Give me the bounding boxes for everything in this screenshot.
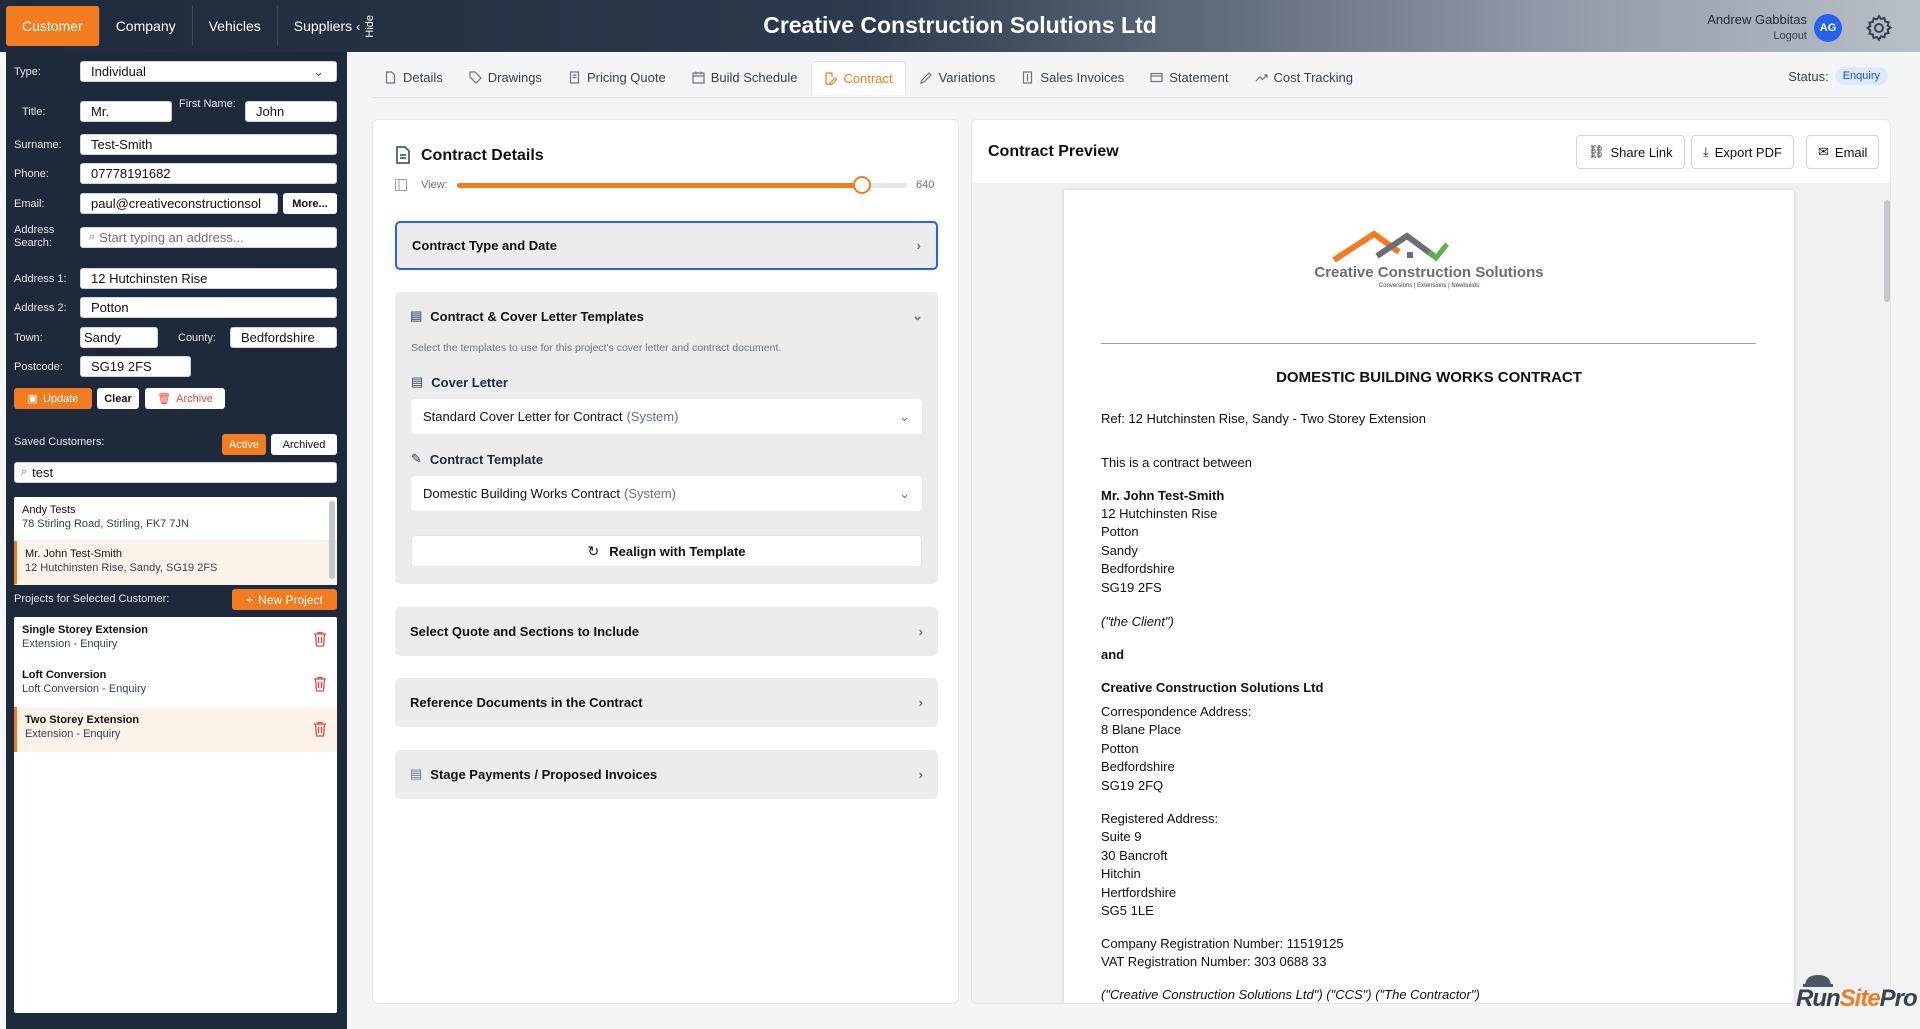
status-label: Status: — [1788, 68, 1829, 84]
hide-label: Hide — [364, 14, 377, 38]
nav-tab-vehicles[interactable]: Vehicles — [193, 6, 278, 46]
projects-list — [14, 617, 337, 1013]
project-name: Two Storey Extension — [25, 714, 140, 726]
tab-build-schedule[interactable] — [680, 61, 810, 95]
archive-button[interactable] — [145, 388, 225, 409]
address1-field[interactable]: 12 Hutchinsten Rise — [80, 268, 337, 289]
project-status: Extension - Enquiry — [25, 728, 121, 740]
new-project-label: New Project — [258, 592, 323, 607]
client-name: Mr. John Test-Smith — [1101, 488, 1225, 503]
project-name: Loft Conversion — [22, 669, 107, 681]
view-slider[interactable] — [457, 183, 907, 188]
tab-details[interactable] — [372, 61, 455, 95]
tab-variations[interactable] — [908, 61, 1008, 95]
edit-document-icon — [824, 72, 837, 85]
realign-button[interactable] — [411, 535, 922, 567]
saved-customers-list — [14, 497, 337, 585]
accordion-templates-header[interactable] — [395, 292, 938, 340]
first-name-label: First Name: — [179, 98, 236, 110]
trash-icon[interactable] — [313, 676, 327, 692]
nav-tab-customer[interactable]: Customer — [6, 6, 100, 46]
clear-button[interactable]: Clear — [97, 388, 139, 409]
scroll-icon: ▤ — [410, 308, 423, 323]
view-slider-fill — [457, 183, 862, 188]
client-address-line: Potton — [1101, 524, 1139, 539]
email-label: Email: — [14, 198, 45, 210]
address-search-input[interactable] — [80, 227, 337, 248]
hide-sidebar-toggle[interactable] — [356, 6, 388, 46]
correspondence-line: Bedfordshire — [1101, 759, 1175, 774]
saved-customers-label: Saved Customers: — [14, 436, 105, 448]
postcode-label: Postcode: — [14, 361, 63, 373]
share-link-label: Share Link — [1610, 144, 1673, 160]
chevron-right-icon: › — [918, 766, 923, 782]
system-tag: (System) — [624, 486, 676, 501]
logout-link[interactable]: Logout — [1773, 30, 1807, 42]
user-block — [1707, 12, 1807, 42]
share-link-button[interactable] — [1576, 135, 1685, 169]
view-label: View: — [421, 179, 448, 191]
brand-run: Run — [1796, 985, 1840, 1012]
download-icon: ⤓ — [1703, 144, 1709, 159]
tab-label: Cost Tracking — [1273, 70, 1353, 85]
customer-name: Mr. John Test-Smith — [25, 548, 122, 560]
client-tag: ("the Client") — [1101, 614, 1174, 629]
client-address-line: 12 Hutchinsten Rise — [1101, 506, 1218, 521]
contract-template-heading — [411, 451, 543, 467]
contract-preview-title: Contract Preview — [988, 143, 1119, 160]
company-registration: Company Registration Number: 11519125 — [1101, 936, 1344, 951]
and-text: and — [1101, 647, 1125, 662]
customer-search-input[interactable] — [14, 462, 337, 483]
list-item[interactable] — [14, 617, 337, 662]
customer-address: 12 Hutchinsten Rise, Sandy, SG19 2FS — [25, 562, 218, 574]
chevron-left-icon: ‹ — [356, 18, 361, 34]
address2-label: Address 2: — [14, 302, 67, 314]
surname-field[interactable]: Test-Smith — [80, 134, 337, 155]
project-tabs — [372, 58, 1888, 98]
invoice-icon: ▤ — [410, 766, 423, 781]
projects-label: Projects for Selected Customer: — [14, 593, 170, 605]
accordion-templates — [395, 292, 938, 584]
project-status — [1788, 67, 1888, 85]
county-label: County: — [178, 332, 216, 344]
realign-label: Realign with Template — [609, 543, 746, 559]
accordion-quote-sections[interactable] — [395, 607, 938, 656]
tab-contract[interactable] — [811, 61, 905, 95]
status-badge: Enquiry — [1835, 67, 1888, 85]
list-item[interactable] — [14, 662, 337, 707]
project-status: Extension - Enquiry — [22, 638, 118, 650]
surname-label: Surname: — [14, 139, 62, 151]
county-field[interactable]: Bedfordshire — [230, 327, 337, 348]
chevron-right-icon: › — [918, 623, 923, 639]
nav-tab-suppliers[interactable]: Suppliers — [293, 18, 353, 34]
list-scrollbar[interactable] — [329, 501, 335, 579]
company-name: Creative Construction Solutions Ltd — [1101, 680, 1324, 695]
search-icon: ⌕ — [89, 231, 96, 243]
registered-line: Hertfordshire — [1101, 885, 1177, 900]
registered-line: 30 Bancroft — [1101, 848, 1168, 863]
user-name: Andrew Gabbitas — [1707, 12, 1807, 27]
brand-site: Site — [1839, 985, 1880, 1012]
view-value: 640 — [916, 179, 935, 191]
customer-name: Andy Tests — [22, 504, 76, 516]
invoice-icon — [1021, 71, 1034, 84]
accordion-label: Contract Type and Date — [412, 238, 557, 253]
title-label: Title: — [22, 106, 46, 118]
pencil-icon — [920, 71, 933, 84]
contract-details-panel — [372, 119, 959, 1004]
update-button[interactable] — [14, 388, 92, 409]
customer-sidebar — [6, 52, 347, 1029]
trend-up-icon — [1255, 71, 1268, 84]
export-pdf-button[interactable] — [1691, 135, 1794, 169]
logo-text: Creative Construction Solutions — [1314, 264, 1544, 281]
save-icon: ▣ — [27, 393, 38, 405]
project-name: Single Storey Extension — [22, 624, 148, 636]
refresh-icon: ↻ — [587, 542, 600, 559]
chevron-down-icon: ⌄ — [313, 63, 324, 79]
tab-pricing-quote[interactable] — [556, 61, 678, 95]
view-slider-thumb[interactable] — [853, 176, 871, 194]
nav-tab-company[interactable]: Company — [100, 6, 193, 46]
phone-label: Phone: — [14, 168, 49, 180]
tab-drawings[interactable] — [457, 61, 554, 95]
address1-label: Address 1: — [14, 273, 67, 285]
divider — [1101, 343, 1756, 344]
customer-address: 78 Stirling Road, Stirling, FK7 7JN — [22, 518, 189, 530]
contract-template-label: Contract Template — [429, 451, 544, 467]
brand-pro: Pro — [1879, 985, 1917, 1012]
contractor-tag: ("Creative Construction Solutions Ltd") ("CCS") ("The Contractor") — [1101, 987, 1480, 1002]
contract-details-title: Contract Details — [421, 147, 544, 164]
tag-icon — [469, 71, 482, 84]
town-field[interactable]: Sandy — [80, 327, 158, 348]
project-status: Loft Conversion - Enquiry — [22, 683, 147, 695]
tab-label: Pricing Quote — [586, 70, 666, 85]
accordion-stage-payments[interactable] — [395, 750, 938, 799]
type-select[interactable] — [80, 61, 337, 82]
accordion-contract-type-date[interactable] — [395, 221, 938, 270]
list-item[interactable] — [14, 541, 337, 585]
avatar[interactable]: AG — [1814, 14, 1842, 42]
export-pdf-label: Export PDF — [1714, 144, 1782, 160]
preview-scrollbar[interactable] — [1884, 200, 1890, 302]
tab-label: Sales Invoices — [1040, 70, 1125, 85]
accordion-label: Select Quote and Sections to Include — [410, 623, 639, 639]
edit-document-icon: ✎ — [411, 451, 422, 466]
email-button[interactable] — [1806, 135, 1879, 169]
tab-sales-invoices[interactable] — [1009, 61, 1136, 95]
first-name-field[interactable]: John — [245, 101, 337, 122]
registered-line: Suite 9 — [1101, 829, 1142, 844]
list-item[interactable] — [14, 707, 337, 752]
correspondence-line: 8 Blane Place — [1101, 722, 1182, 737]
document-icon — [395, 146, 411, 164]
customer-search-value: test — [32, 465, 54, 480]
client-address-line: Bedfordshire — [1101, 561, 1175, 576]
tab-label: Statement — [1169, 70, 1229, 85]
contract-preview-panel — [971, 119, 1891, 1004]
email-field[interactable]: paul@creativeconstructionsol — [80, 193, 278, 214]
tab-cost-tracking[interactable] — [1243, 61, 1365, 95]
brand-logo — [1796, 985, 1917, 1013]
document-ref: Ref: 12 Hutchinsten Rise, Sandy - Two Storey Extension — [1101, 411, 1426, 426]
postcode-field[interactable]: SG19 2FS — [80, 356, 191, 377]
contract-template-select[interactable] — [411, 476, 922, 511]
trash-icon[interactable] — [313, 721, 327, 737]
correspondence-line: Potton — [1101, 741, 1139, 756]
mail-icon: ✉ — [1818, 144, 1829, 159]
document-title: DOMESTIC BUILDING WORKS CONTRACT — [1276, 369, 1582, 386]
tab-label: Details — [403, 70, 443, 85]
tab-label: Contract — [843, 70, 893, 86]
type-label: Type: — [14, 66, 41, 78]
type-value: Individual — [91, 64, 146, 79]
main-nav — [6, 6, 368, 46]
accordion-label: Stage Payments / Proposed Invoices — [430, 766, 658, 782]
tab-label: Variations — [938, 70, 996, 85]
new-project-button[interactable] — [232, 589, 337, 610]
more-button[interactable]: More... — [283, 193, 337, 214]
trash-icon: 🗑 — [157, 393, 172, 405]
cover-letter-value: Standard Cover Letter for Contract — [423, 409, 623, 424]
title-field[interactable]: Mr. — [80, 101, 172, 122]
accordion-label: Reference Documents in the Contract — [410, 694, 643, 710]
chevron-down-icon: ⌄ — [912, 308, 923, 323]
correspondence-line: SG19 2FQ — [1101, 778, 1164, 793]
tab-label: Build Schedule — [710, 70, 798, 85]
logo-tagline: Conversions | Extensions | Newbuilds — [1378, 283, 1480, 289]
email-label: Email — [1834, 144, 1868, 160]
trash-icon[interactable] — [313, 631, 327, 647]
system-tag: (System) — [626, 409, 679, 424]
archive-label: Archive — [176, 392, 213, 405]
vat-registration: VAT Registration Number: 303 0688 33 — [1101, 954, 1327, 969]
archived-filter-button[interactable]: Archived — [271, 434, 337, 455]
document-intro: This is a contract between — [1101, 455, 1253, 470]
cover-letter-heading — [411, 374, 508, 390]
sidebar-panel-icon[interactable] — [395, 179, 407, 191]
chevron-right-icon: › — [916, 238, 921, 253]
registered-line: SG5 1LE — [1101, 903, 1154, 918]
tab-label: Drawings — [487, 70, 542, 85]
templates-description: Select the templates to use for this project's cover letter and contract document. — [411, 342, 782, 354]
accordion-label: Contract & Cover Letter Templates — [430, 308, 644, 324]
chevron-right-icon: › — [918, 694, 923, 710]
plus-icon: + — [246, 592, 254, 607]
update-label: Update — [42, 392, 79, 405]
chevron-down-icon: ⌄ — [899, 408, 910, 424]
registered-line: Hitchin — [1101, 866, 1141, 881]
registered-label: Registered Address: — [1101, 811, 1219, 826]
town-label: Town: — [14, 332, 43, 344]
address2-field[interactable]: Potton — [80, 297, 337, 318]
phone-field[interactable]: 07778191682 — [80, 163, 337, 184]
client-address-line: Sandy — [1101, 543, 1138, 558]
cover-letter-select[interactable] — [411, 399, 922, 434]
cover-letter-label: Cover Letter — [431, 374, 508, 390]
tab-statement[interactable] — [1138, 61, 1240, 95]
address-search-label: Address Search: — [14, 224, 55, 249]
client-address-line: SG19 2FS — [1101, 580, 1162, 595]
receipt-icon — [568, 71, 581, 84]
accordion-reference-docs[interactable] — [395, 678, 938, 727]
contract-template-value: Domestic Building Works Contract — [423, 486, 620, 501]
company-logo-icon — [1329, 228, 1449, 262]
search-icon: ⌕ — [21, 466, 28, 478]
document-icon: ▤ — [411, 374, 424, 389]
card-icon — [1150, 71, 1163, 84]
list-item[interactable] — [14, 497, 337, 541]
gear-icon[interactable] — [1864, 13, 1894, 43]
calendar-icon — [692, 71, 705, 84]
chevron-down-icon: ⌄ — [899, 485, 910, 501]
active-filter-button[interactable]: Active — [222, 434, 266, 455]
contract-document — [1064, 190, 1794, 1004]
document-icon — [384, 71, 397, 84]
app-title: Creative Construction Solutions Ltd — [763, 12, 1157, 38]
link-icon: ⛓ — [1588, 144, 1605, 159]
address-search-placeholder: Start typing an address... — [99, 230, 244, 245]
correspondence-label: Correspondence Address: — [1101, 704, 1252, 719]
